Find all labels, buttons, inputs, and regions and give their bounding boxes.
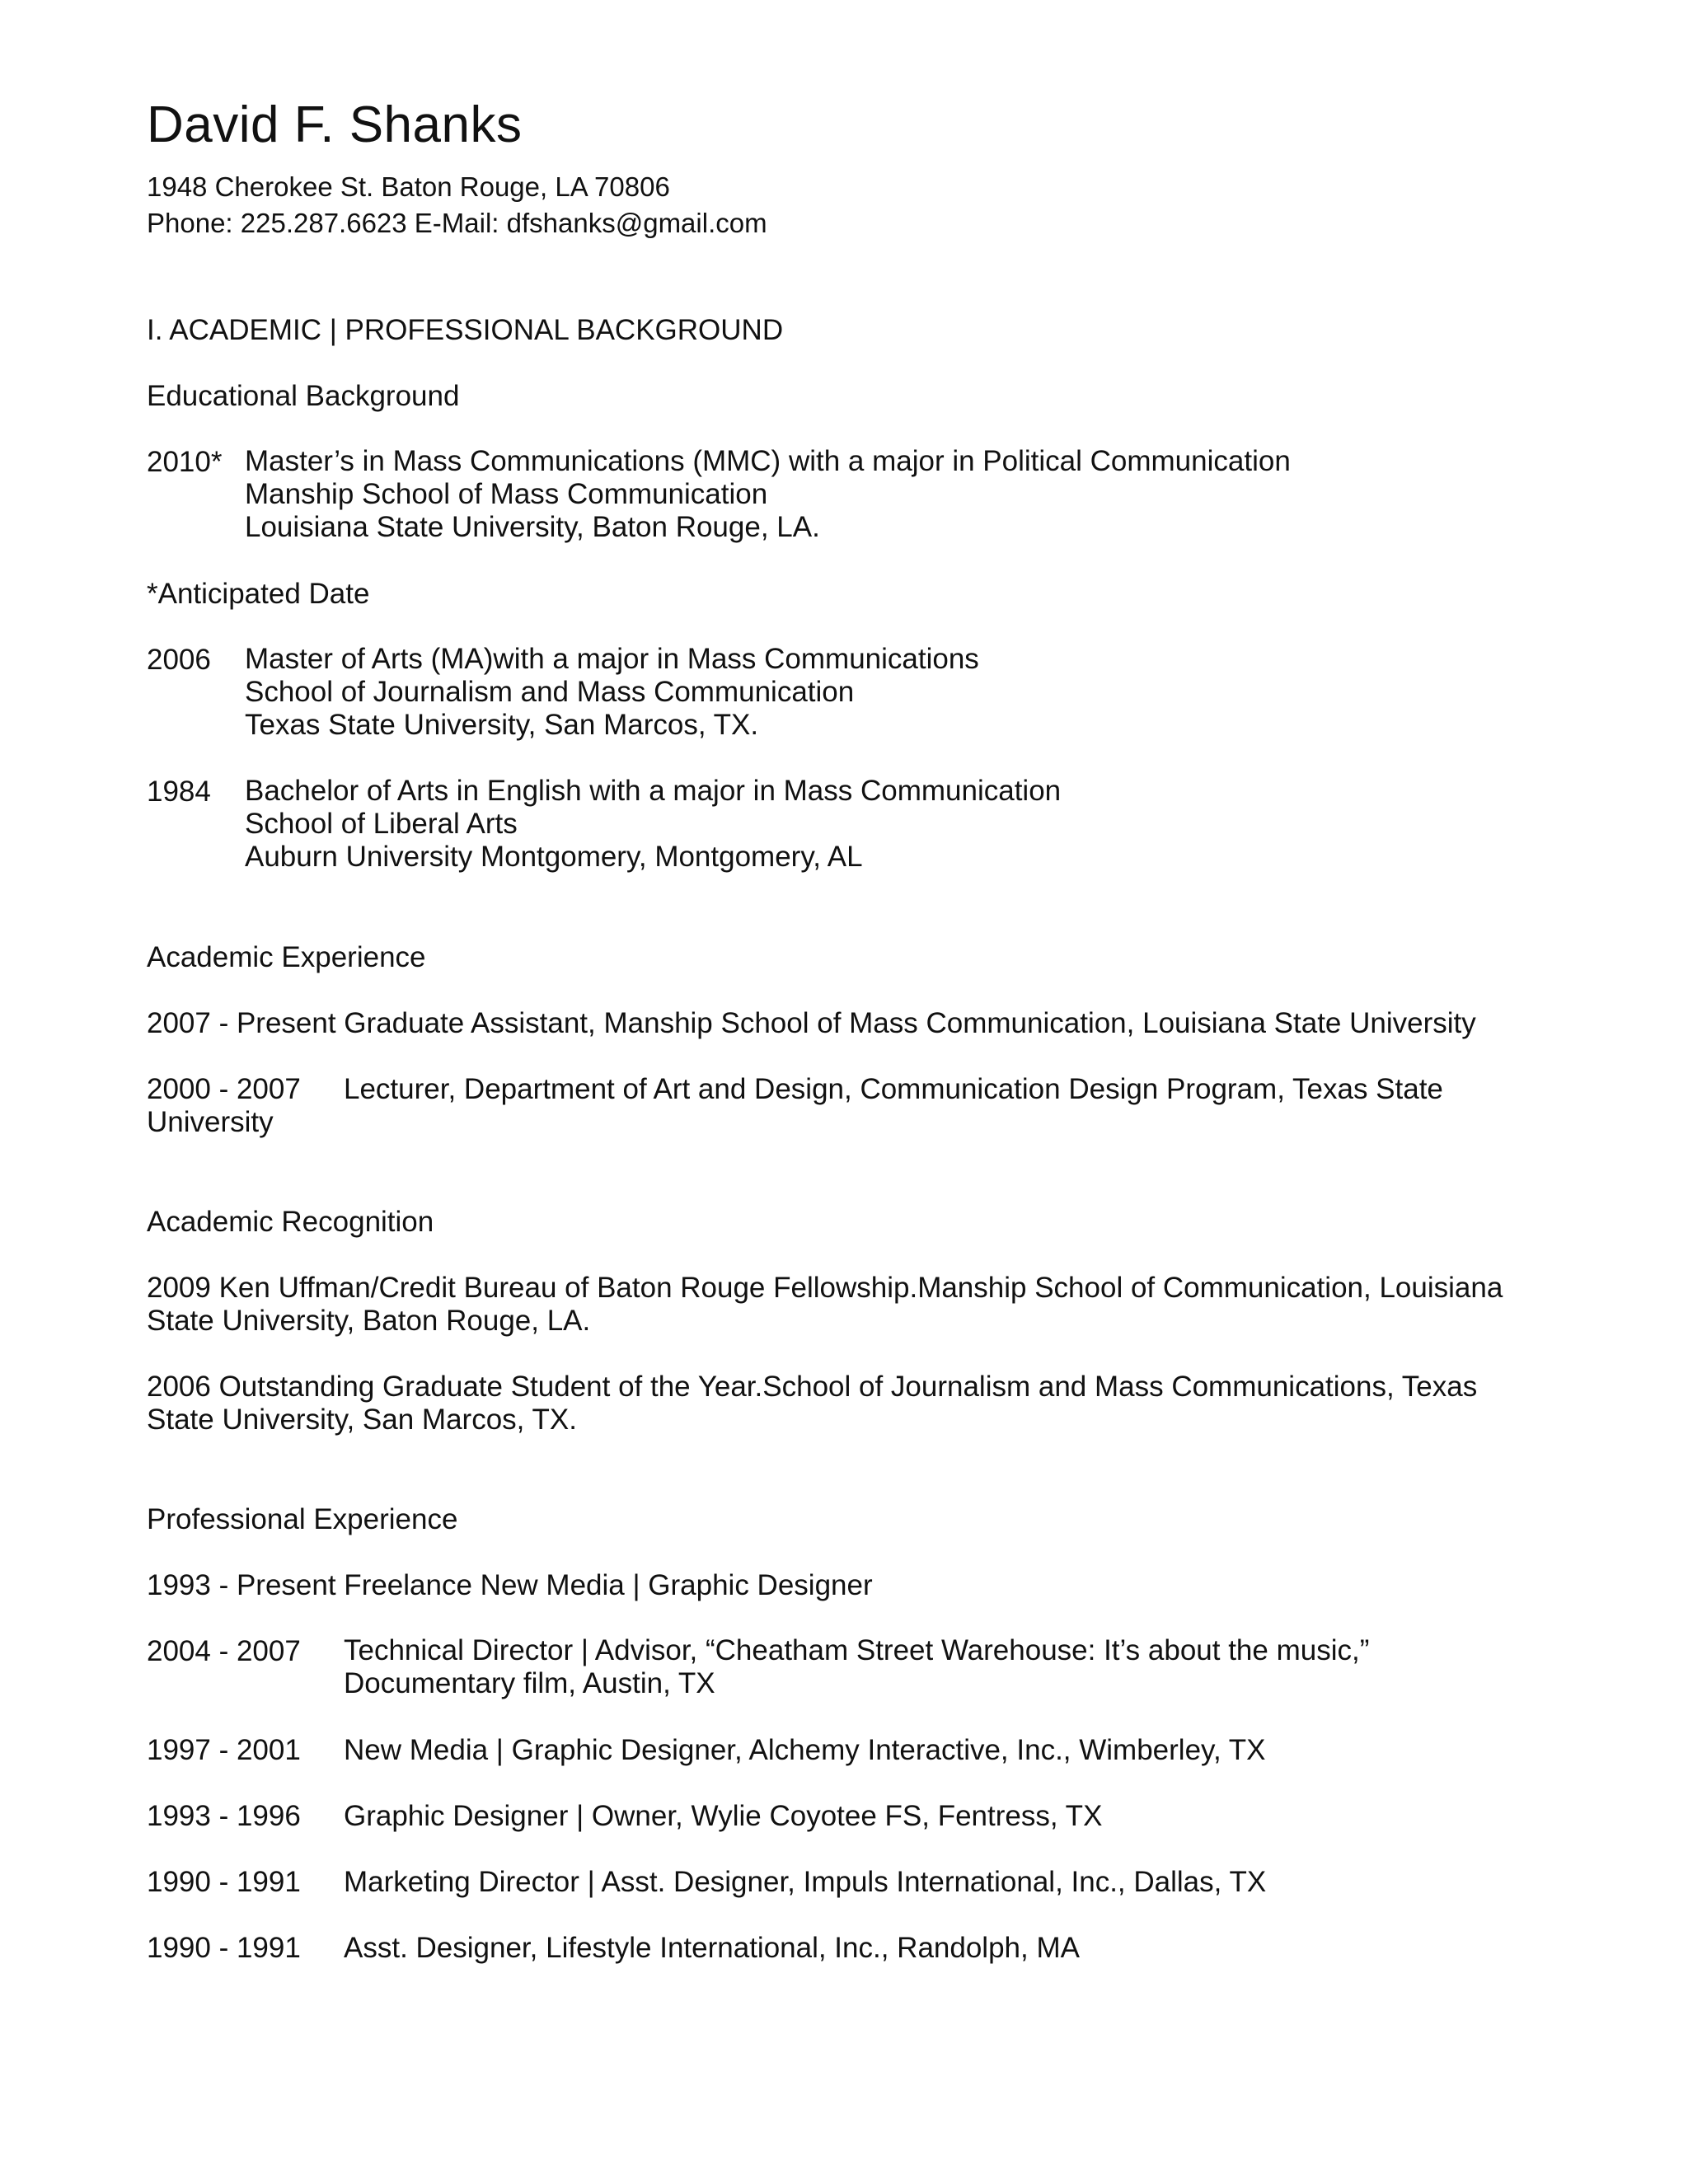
professional-experience-heading: Professional Experience <box>147 1503 458 1535</box>
education-year: 2010* <box>147 446 223 478</box>
experience-years: 1990 - 1991 <box>147 1866 301 1898</box>
experience-role: Graphic Designer | Owner, Wylie Coyotee FS, Fentress, TX <box>344 1800 1103 1832</box>
experience-role: Asst. Designer, Lifestyle International, Inc., Randolph, MA <box>344 1932 1080 1964</box>
experience-description-continued: University <box>147 1106 274 1138</box>
experience-years: 1993 - 1996 <box>147 1800 301 1832</box>
recognition-text: 2006 Outstanding Graduate Student of the Year.School of Journalism and Mass Communications, Texas <box>147 1371 1478 1403</box>
education-details <box>245 775 1061 874</box>
education-school: Manship School of Mass Communication <box>245 478 768 510</box>
education-heading: Educational Background <box>147 380 460 412</box>
resume-name: David F. Shanks <box>147 96 523 153</box>
experience-role-continued: Documentary film, Austin, TX <box>344 1667 715 1699</box>
experience-role: Marketing Director | Asst. Designer, Impuls International, Inc., Dallas, TX <box>344 1866 1267 1898</box>
professional-experience-entry: 1993 - Present Freelance New Media | Graphic Designer <box>147 1569 873 1601</box>
section-title: I. ACADEMIC | PROFESSIONAL BACKGROUND <box>147 314 784 346</box>
education-university: Louisiana State University, Baton Rouge, LA. <box>245 511 820 543</box>
experience-role: Technical Director | Advisor, “Cheatham Street Warehouse: It’s about the music,” <box>344 1634 1370 1666</box>
academic-experience-heading: Academic Experience <box>147 941 426 973</box>
education-details <box>245 445 1291 544</box>
experience-years: 1990 - 1991 <box>147 1932 301 1964</box>
recognition-text-continued: State University, San Marcos, TX. <box>147 1404 577 1436</box>
experience-role: New Media | Graphic Designer, Alchemy Interactive, Inc., Wimberley, TX <box>344 1734 1266 1766</box>
education-school: School of Liberal Arts <box>245 808 518 840</box>
recognition-text-continued: State University, Baton Rouge, LA. <box>147 1305 591 1337</box>
education-university: Auburn University Montgomery, Montgomery, AL <box>245 841 863 873</box>
experience-years: 2004 - 2007 <box>147 1635 301 1667</box>
experience-description: Lecturer, Department of Art and Design, Communication Design Program, Texas State <box>344 1073 1443 1105</box>
education-degree: Bachelor of Arts in English with a major in Mass Communication <box>245 775 1062 807</box>
experience-details <box>344 1634 1369 1700</box>
experience-years: 2000 - 2007 <box>147 1073 301 1105</box>
phone-email-line: Phone: 225.287.6623 E-Mail: dfshanks@gmail.com <box>147 208 767 238</box>
anticipated-date-note: *Anticipated Date <box>147 578 370 610</box>
education-year: 1984 <box>147 776 211 808</box>
recognition-text: 2009 Ken Uffman/Credit Bureau of Baton Rouge Fellowship.Manship School of Communication, Louisiana <box>147 1272 1503 1304</box>
education-school: School of Journalism and Mass Communication <box>245 676 855 708</box>
education-university: Texas State University, San Marcos, TX. <box>245 709 759 741</box>
education-year: 2006 <box>147 644 211 676</box>
education-degree: Master’s in Mass Communications (MMC) with a major in Political Communication <box>245 445 1291 477</box>
education-degree: Master of Arts (MA)with a major in Mass Communications <box>245 643 979 675</box>
address-line: 1948 Cherokee St. Baton Rouge, LA 70806 <box>147 171 670 202</box>
experience-years: 1997 - 2001 <box>147 1734 301 1766</box>
education-details <box>245 643 979 742</box>
academic-experience-entry: 2007 - Present Graduate Assistant, Manship School of Mass Communication, Louisiana State University <box>147 1007 1476 1039</box>
academic-recognition-heading: Academic Recognition <box>147 1206 434 1238</box>
